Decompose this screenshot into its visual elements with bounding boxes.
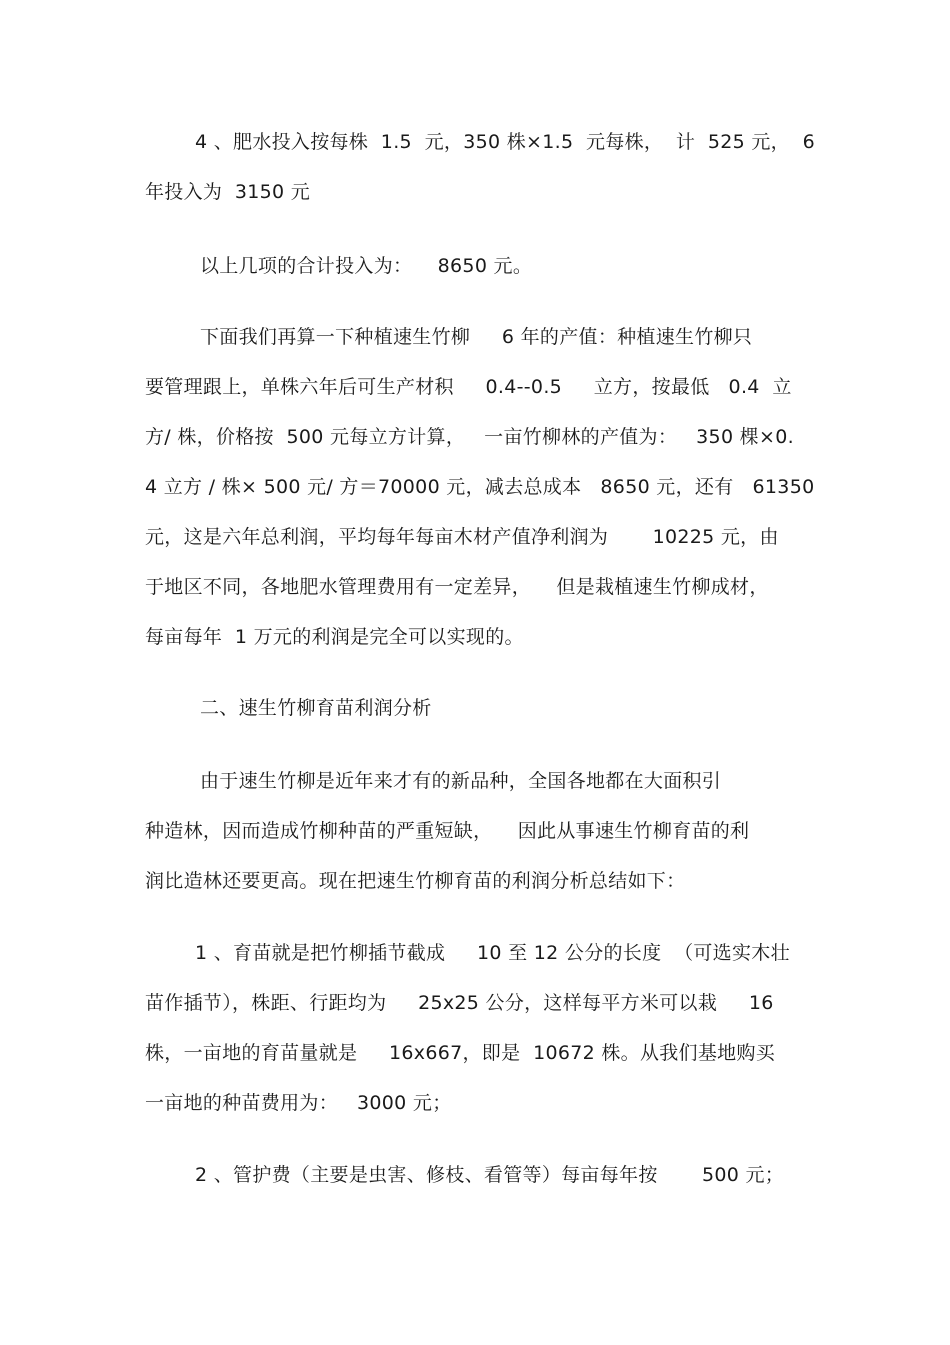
p7-line1: 2 、管护费（主要是虫害、修枝、看管等）每亩每年按 500 元； (195, 1164, 785, 1186)
p3-line3: 方/ 株，价格按 500 元每立方计算， 一亩竹柳林的产值为： 350 棵×0. (145, 426, 794, 448)
p1-line2: 年投入为 3150 元 (145, 181, 311, 203)
p3-line6: 于地区不同，各地肥水管理费用有一定差异， 但是栽植速生竹柳成材， (145, 576, 769, 598)
p1-line1: 4 、肥水投入按每株 1.5 元，350 株×1.5 元每株， 计 525 元， 6 (195, 131, 816, 153)
p3-line7: 每亩每年 1 万元的利润是完全可以实现的。 (145, 626, 524, 648)
p6-line3: 株，一亩地的育苗量就是 16x667，即是 10672 株。从我们基地购买 (145, 1042, 776, 1064)
section-heading: 二、速生竹柳育苗利润分析 (200, 697, 432, 719)
p3-line4: 4 立方 / 株× 500 元/ 方＝70000 元，减去总成本 8650 元，还有 61350 (145, 476, 815, 498)
p6-line2: 苗作插节），株距、行距均为 25x25 公分，这样每平方米可以栽 16 (145, 992, 774, 1014)
p3-line2: 要管理跟上，单株六年后可生产材积 0.4--0.5 立方，按最低 0.4 立 (145, 376, 792, 398)
p5-line1: 由于速生竹柳是近年来才有的新品种，全国各地都在大面积引 (200, 770, 722, 792)
p2-line1: 以上几项的合计投入为： 8650 元。 (200, 255, 533, 277)
p5-line3: 润比造林还要更高。现在把速生竹柳育苗的利润分析总结如下： (145, 870, 686, 892)
p6-line1: 1 、育苗就是把竹柳插节截成 10 至 12 公分的长度 （可选实木壮 (195, 942, 790, 964)
p3-line5: 元，这是六年总利润，平均每年每亩木材产值净利润为 10225 元，由 (145, 526, 779, 548)
p5-line2: 种造林，因而造成竹柳种苗的严重短缺， 因此从事速生竹柳育苗的利 (145, 820, 750, 842)
p3-line1: 下面我们再算一下种植速生竹柳 6 年的产值：种植速生竹柳只 (200, 326, 753, 348)
p6-line4: 一亩地的种苗费用为： 3000 元； (145, 1092, 452, 1114)
